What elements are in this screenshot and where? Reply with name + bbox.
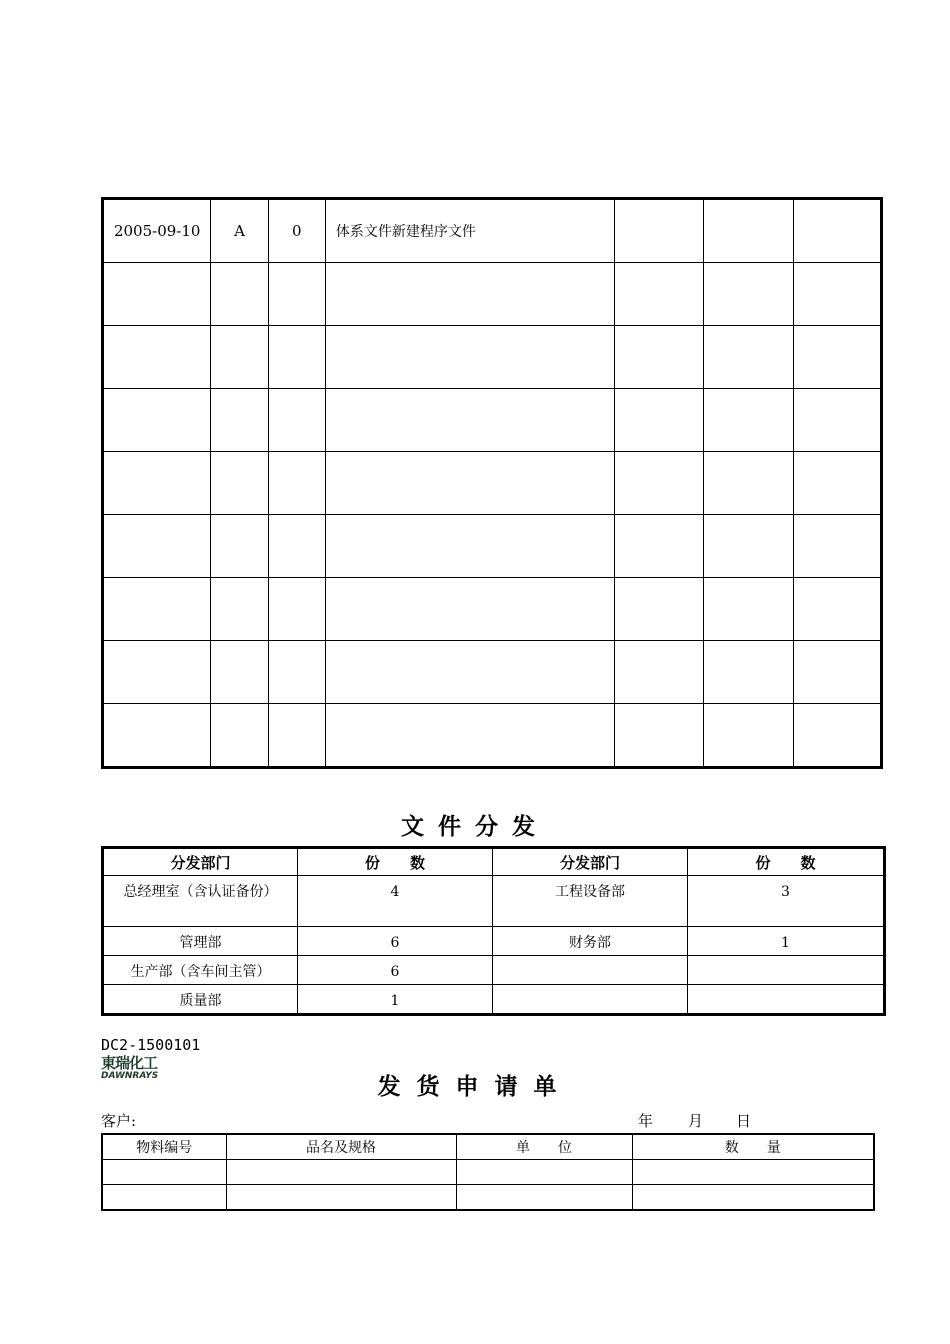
revision-cell xyxy=(793,199,881,263)
copy-count: 3 xyxy=(688,876,885,927)
department-name: 管理部 xyxy=(103,927,298,956)
revision-cell xyxy=(211,263,268,326)
revision-cell xyxy=(103,578,211,641)
revision-cell xyxy=(704,704,793,768)
table-row xyxy=(103,876,885,927)
column-header-department: 分发部门 xyxy=(493,848,688,876)
revision-date: 2005-09-10 xyxy=(103,199,211,263)
column-header-department: 分发部门 xyxy=(103,848,298,876)
revision-cell xyxy=(211,326,268,389)
revision-cell xyxy=(704,578,793,641)
revision-cell xyxy=(793,452,881,515)
table-row xyxy=(103,199,882,263)
revision-cell xyxy=(325,641,614,704)
table-row xyxy=(103,389,882,452)
revision-cell xyxy=(268,326,325,389)
unit-cell xyxy=(456,1185,632,1211)
revision-cell xyxy=(211,641,268,704)
revision-description: 体系文件新建程序文件 xyxy=(325,199,614,263)
logo-english-text: DAWNRAYS xyxy=(101,1071,159,1081)
revision-cell xyxy=(614,263,703,326)
copy-count: 1 xyxy=(298,985,493,1015)
table-row xyxy=(103,956,885,985)
material-code-cell xyxy=(102,1185,226,1211)
revision-cell xyxy=(325,578,614,641)
revision-cell xyxy=(103,704,211,768)
revision-table-body xyxy=(103,199,882,768)
revision-cell xyxy=(325,452,614,515)
department-name: 财务部 xyxy=(493,927,688,956)
revision-cell xyxy=(614,578,703,641)
table-row xyxy=(103,452,882,515)
column-header-material-code: 物料编号 xyxy=(102,1134,226,1160)
material-code-cell xyxy=(102,1160,226,1185)
copy-count: 4 xyxy=(298,876,493,927)
revision-cell xyxy=(103,641,211,704)
revision-cell xyxy=(704,641,793,704)
revision-cell xyxy=(211,578,268,641)
revision-cell xyxy=(325,389,614,452)
revision-cell xyxy=(704,452,793,515)
document-code: DC2-1500101 xyxy=(101,1036,201,1054)
customer-label: 客户: xyxy=(101,1112,137,1130)
revision-cell xyxy=(793,389,881,452)
revision-cell xyxy=(614,641,703,704)
revision-cell xyxy=(103,263,211,326)
revision-history-table xyxy=(101,197,883,769)
revision-cell xyxy=(211,704,268,768)
table-row xyxy=(103,263,882,326)
revision-cell xyxy=(614,704,703,768)
revision-cell xyxy=(704,199,793,263)
department-name: 质量部 xyxy=(103,985,298,1015)
copy-count: 1 xyxy=(688,927,885,956)
department-name: 生产部（含车间主管） xyxy=(103,956,298,985)
table-row xyxy=(103,578,882,641)
distribution-table xyxy=(101,846,886,1016)
table-row xyxy=(103,641,882,704)
revision-cell xyxy=(793,578,881,641)
year-label: 年 xyxy=(638,1112,654,1130)
revision-cell xyxy=(614,389,703,452)
revision-cell xyxy=(268,452,325,515)
revision-version: A xyxy=(211,199,268,263)
revision-cell xyxy=(268,263,325,326)
revision-cell xyxy=(793,641,881,704)
shipment-title: 发货申请单 xyxy=(377,1073,573,1100)
table-header-row xyxy=(102,1134,874,1160)
table-row xyxy=(103,704,882,768)
revision-number: 0 xyxy=(268,199,325,263)
department-name xyxy=(493,985,688,1015)
revision-cell xyxy=(211,452,268,515)
revision-cell xyxy=(614,326,703,389)
department-name xyxy=(493,956,688,985)
product-spec-cell xyxy=(226,1160,456,1185)
revision-cell xyxy=(103,515,211,578)
table-row xyxy=(103,326,882,389)
revision-cell xyxy=(614,452,703,515)
revision-cell xyxy=(325,704,614,768)
revision-cell xyxy=(793,704,881,768)
product-spec-cell xyxy=(226,1185,456,1211)
revision-cell xyxy=(325,263,614,326)
table-row xyxy=(103,515,882,578)
revision-cell xyxy=(103,452,211,515)
revision-cell xyxy=(268,704,325,768)
date-fields xyxy=(638,1110,751,1131)
day-label: 日 xyxy=(736,1112,752,1130)
department-name: 总经理室（含认证备份） xyxy=(103,876,298,927)
revision-cell xyxy=(325,515,614,578)
revision-cell xyxy=(211,389,268,452)
revision-cell xyxy=(704,515,793,578)
revision-cell xyxy=(793,326,881,389)
quantity-cell xyxy=(632,1160,874,1185)
distribution-title: 文件分发 xyxy=(401,814,549,840)
revision-cell xyxy=(793,515,881,578)
copy-count: 6 xyxy=(298,956,493,985)
revision-cell xyxy=(103,389,211,452)
copy-count: 6 xyxy=(298,927,493,956)
revision-cell xyxy=(704,389,793,452)
revision-cell xyxy=(793,263,881,326)
table-row xyxy=(102,1185,874,1211)
revision-cell xyxy=(614,199,703,263)
column-header-copies: 份 数 xyxy=(688,848,885,876)
shipment-table xyxy=(101,1133,875,1211)
table-row xyxy=(103,985,885,1015)
copy-count xyxy=(688,956,885,985)
revision-cell xyxy=(268,578,325,641)
revision-cell xyxy=(268,515,325,578)
table-row xyxy=(103,927,885,956)
logo-chinese-text: 東瑞化工 xyxy=(101,1054,158,1072)
unit-cell xyxy=(456,1160,632,1185)
copy-count xyxy=(688,985,885,1015)
department-name: 工程设备部 xyxy=(493,876,688,927)
revision-cell xyxy=(268,641,325,704)
month-label: 月 xyxy=(688,1112,704,1130)
column-header-copies: 份 数 xyxy=(298,848,493,876)
table-row xyxy=(102,1160,874,1185)
revision-cell xyxy=(268,389,325,452)
quantity-cell xyxy=(632,1185,874,1211)
column-header-unit: 单 位 xyxy=(456,1134,632,1160)
revision-cell xyxy=(103,326,211,389)
revision-cell xyxy=(704,263,793,326)
column-header-quantity: 数 量 xyxy=(632,1134,874,1160)
table-header-row xyxy=(103,848,885,876)
revision-cell xyxy=(704,326,793,389)
column-header-product-spec: 品名及规格 xyxy=(226,1134,456,1160)
revision-cell xyxy=(325,326,614,389)
revision-cell xyxy=(614,515,703,578)
revision-cell xyxy=(211,515,268,578)
